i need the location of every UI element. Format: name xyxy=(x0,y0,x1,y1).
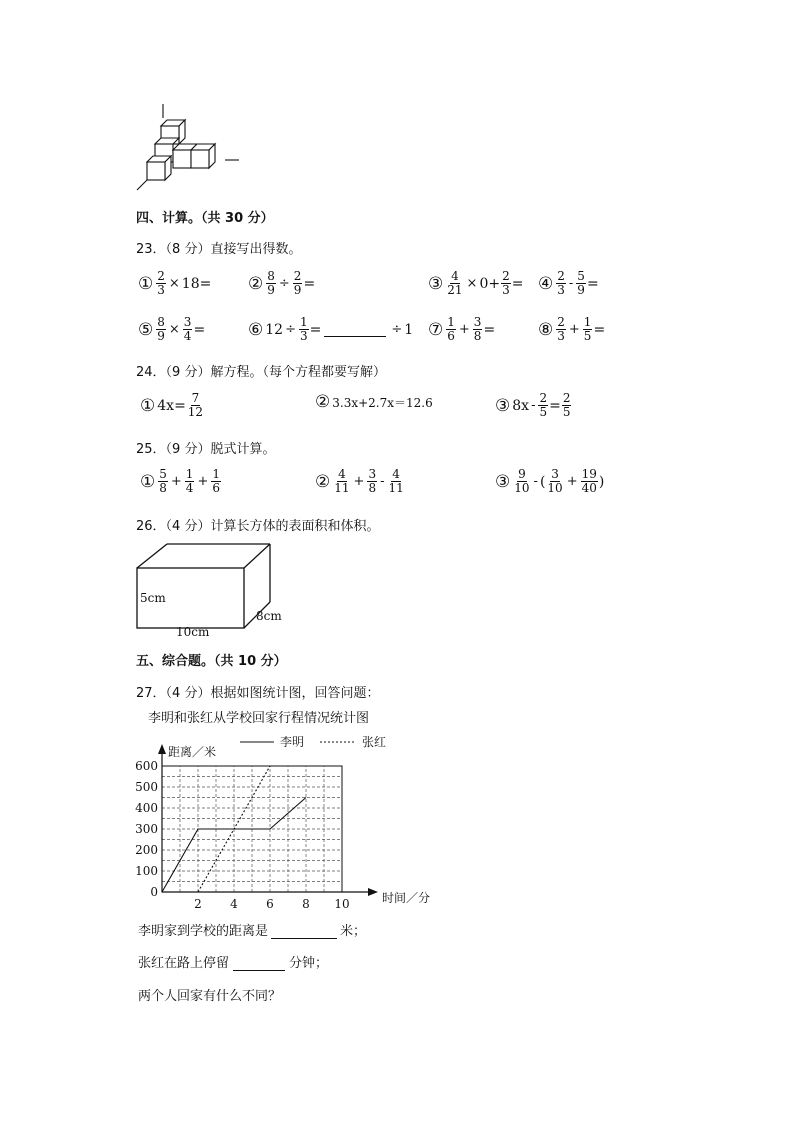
fraction: $\frac{4}{11}$ xyxy=(334,467,350,495)
q27-question3: 两个人回家有什么不同？ xyxy=(138,989,282,1004)
answer-blank[interactable] xyxy=(233,956,285,971)
chart-title: 李明和张红从学校回家行程情况统计图 xyxy=(148,711,370,726)
item-number: ⑦ xyxy=(428,319,444,340)
fraction: $\frac{1}{5}$ xyxy=(583,315,592,343)
y-tick-label: 200 xyxy=(135,843,158,857)
item-number: ① xyxy=(140,471,156,492)
x-axis-label: 时间／分 xyxy=(382,891,431,905)
fraction: $\frac{7}{12}$ xyxy=(187,391,204,419)
fraction: $\frac{8}{9}$ xyxy=(267,269,275,297)
x-axis-arrow xyxy=(368,888,378,896)
fraction: $\frac{2}{3}$ xyxy=(557,315,565,343)
fraction: $\frac{1}{6}$ xyxy=(447,315,455,343)
x-tick-label: 6 xyxy=(266,897,274,911)
fraction: $\frac{2}{5}$ xyxy=(562,391,571,419)
q23-item-3: ③ $\frac{4}{21}$ × 0 + $\frac{2}{3}$ = xyxy=(428,269,524,297)
y-axis-label: 距离／米 xyxy=(168,745,217,759)
q25-item-1: ① $\frac{5}{8}$ + $\frac{1}{4}$ + $\frac{1}{6}$ xyxy=(140,467,220,495)
y-tick-label: 100 xyxy=(135,864,158,878)
fraction: $\frac{19}{40}$ xyxy=(581,467,597,495)
x-tick-label: 8 xyxy=(302,897,310,911)
cube-stack-figure xyxy=(135,100,245,194)
y-tick-label: 400 xyxy=(135,801,158,815)
cuboid-figure xyxy=(130,538,290,640)
q25-item-3: ③ $\frac{9}{10}$ - ( $\frac{3}{10}$ + $\frac{19}{40}$ ) xyxy=(495,467,605,495)
item-number: ③ xyxy=(428,273,444,294)
fraction: $\frac{5}{8}$ xyxy=(159,467,167,495)
item-number: ⑧ xyxy=(538,319,554,340)
fraction: $\frac{4}{21}$ xyxy=(447,269,463,297)
y-tick-label: 600 xyxy=(135,759,158,773)
fraction: $\frac{8}{9}$ xyxy=(157,315,165,343)
y-axis-arrow xyxy=(158,744,166,754)
q23-item-5: ⑤ $\frac{8}{9}$ × $\frac{3}{4}$ = xyxy=(138,315,206,343)
q23-item-1: ① $\frac{2}{3}$ × 18 = xyxy=(138,269,212,297)
legend-label-1: 李明 xyxy=(280,735,305,749)
legend-label-2: 张红 xyxy=(362,735,387,749)
q24-item-2: ② 3.3x+2.7x＝12.6 xyxy=(315,392,433,412)
question-23-heading: 23．（8 分）直接写出得数。 xyxy=(136,242,302,257)
line-chart xyxy=(130,726,440,916)
item-number: ⑤ xyxy=(138,319,154,340)
x-tick-label: 2 xyxy=(194,897,202,911)
answer-blank[interactable] xyxy=(271,924,337,939)
x-tick-label: 10 xyxy=(334,897,350,911)
y-tick-label: 500 xyxy=(135,780,158,794)
fraction: $\frac{3}{8}$ xyxy=(368,467,377,495)
x-tick-label: 4 xyxy=(230,897,238,911)
q27-blank1-line: 李明家到学校的距离是 米； xyxy=(138,924,367,939)
question-27-heading: 27．（4 分）根据如图统计图，回答问题： xyxy=(136,686,380,701)
fraction: $\frac{3}{10}$ xyxy=(547,467,563,495)
fraction: $\frac{9}{10}$ xyxy=(514,467,530,495)
q23-item-2: ② $\frac{8}{9}$ ÷ $\frac{2}{9}$ = xyxy=(248,269,316,297)
y-tick-label: 300 xyxy=(135,822,158,836)
question-24-heading: 24．（9 分）解方程。（每个方程都要写解） xyxy=(136,365,386,380)
question-26-heading: 26．（4 分）计算长方体的表面积和体积。 xyxy=(136,519,380,534)
fraction: $\frac{3}{4}$ xyxy=(183,315,192,343)
answer-blank[interactable] xyxy=(324,322,386,337)
question-25-heading: 25．（9 分）脱式计算。 xyxy=(136,442,276,457)
fraction: $\frac{3}{8}$ xyxy=(473,315,482,343)
fraction: $\frac{2}{9}$ xyxy=(293,269,302,297)
q24-item-3: ③ 8x - $\frac{2}{5}$ = $\frac{2}{5}$ xyxy=(495,391,571,419)
item-number: ② xyxy=(315,392,331,412)
fraction: $\frac{5}{9}$ xyxy=(577,269,585,297)
fraction: $\frac{1}{3}$ xyxy=(299,315,308,343)
item-number: ③ xyxy=(495,395,511,416)
fraction: $\frac{4}{11}$ xyxy=(388,467,404,495)
q23-item-4: ④ $\frac{2}{3}$ - $\frac{5}{9}$ = xyxy=(538,269,599,297)
width-label: 8cm xyxy=(256,609,282,623)
item-number: ③ xyxy=(495,471,511,492)
q27-blank2-line: 张红在路上停留 分钟； xyxy=(138,956,329,971)
y-tick-label: 0 xyxy=(150,885,158,899)
item-number: ② xyxy=(315,471,331,492)
height-label: 5cm xyxy=(140,591,166,605)
section-4-title: 四、计算。（共 30 分） xyxy=(136,211,274,226)
item-number: ④ xyxy=(538,273,554,294)
q25-item-2: ② $\frac{4}{11}$ + $\frac{3}{8}$ - $\frac{4}{11}$ xyxy=(315,467,404,495)
q23-item-6: ⑥ 12 ÷ $\frac{1}{3}$ = ÷ 1 xyxy=(248,315,414,343)
item-number: ② xyxy=(248,273,264,294)
section-5-title: 五、综合题。（共 10 分） xyxy=(136,654,287,669)
item-number: ① xyxy=(140,395,156,416)
q23-item-8: ⑧ $\frac{2}{3}$ + $\frac{1}{5}$ = xyxy=(538,315,606,343)
q23-item-7: ⑦ $\frac{1}{6}$ + $\frac{3}{8}$ = xyxy=(428,315,496,343)
fraction: $\frac{1}{4}$ xyxy=(185,467,194,495)
fraction: $\frac{2}{3}$ xyxy=(502,269,510,297)
item-number: ① xyxy=(138,273,154,294)
fraction: $\frac{2}{5}$ xyxy=(539,391,548,419)
length-label: 10cm xyxy=(176,625,210,639)
q24-item-1: ① 4x = $\frac{7}{12}$ xyxy=(140,391,204,419)
fraction: $\frac{1}{6}$ xyxy=(212,467,220,495)
item-number: ⑥ xyxy=(248,319,264,340)
fraction: $\frac{2}{3}$ xyxy=(557,269,565,297)
fraction: $\frac{2}{3}$ xyxy=(157,269,165,297)
